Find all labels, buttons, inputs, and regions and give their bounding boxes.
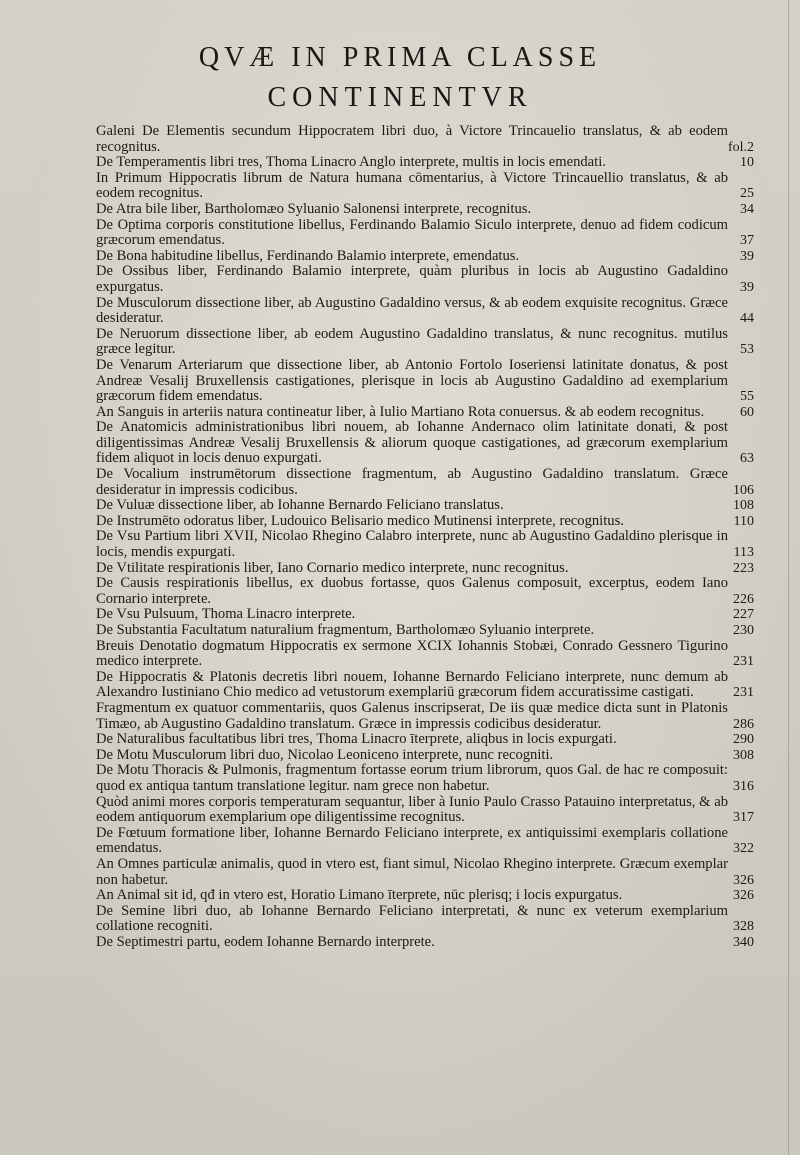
toc-entry-title: De Bona habitudine libellus, Ferdinando Balamio interprete, emendatus. <box>96 247 520 264</box>
toc-entry-page: 60 <box>740 404 754 420</box>
toc-entry <box>96 670 756 701</box>
toc-entry-title: De Vuluæ dissectione liber, ab Iohanne Bernardo Feliciano translatus. <box>96 497 504 514</box>
toc-entry <box>96 904 756 935</box>
toc-entry-page: 108 <box>733 498 754 514</box>
toc-entry <box>96 296 756 327</box>
toc-entry-title: Galeni De Elementis secundum Hippocratem libri duo, à Victore Trincauelio translatus, & ab eodem recognitus. <box>96 123 728 155</box>
toc-entry <box>96 358 756 405</box>
toc-entry-title: De Instrumēto odoratus liber, Ludouico Belisario medico Mutinensi interprete, recognitus. <box>96 512 624 529</box>
toc-entry-title: De Temperamentis libri tres, Thoma Linacro Anglo interprete, multis in locis emendati. <box>96 154 606 171</box>
toc-entry-page: 106 <box>733 482 754 498</box>
toc-entry-page: 316 <box>733 778 754 794</box>
toc-entry-title: De Semine libri duo, ab Iohanne Bernardo Feliciano interpretati, & nunc ex veterum exemplarium collatione recogniti. <box>96 902 728 935</box>
toc-entry-page: 317 <box>733 810 754 826</box>
toc-entry <box>96 935 756 951</box>
toc-entry-page: 326 <box>733 888 754 904</box>
toc-entry-page: 53 <box>740 342 754 358</box>
toc-entry-title: De Septimestri partu, eodem Iohanne Bernardo interprete. <box>96 933 435 950</box>
toc-entry-page: 34 <box>740 201 754 217</box>
toc-entry <box>96 405 756 421</box>
toc-entry-page: 231 <box>733 654 754 670</box>
toc-entry-title: De Substantia Facultatum naturalium fragmentum, Bartholomæo Syluanio interprete. <box>96 622 595 638</box>
toc-entry-title: An Omnes particulæ animalis, quod in vtero est, fiant simul, Nicolao Rhegino interprete. Græcum exemplar non habetur. <box>96 855 728 888</box>
toc-entry-page: fol.2 <box>727 139 754 155</box>
toc-entry-page: 113 <box>733 545 754 561</box>
toc-entry <box>96 732 756 748</box>
page-edge-line <box>788 0 789 1155</box>
toc-entry-page: 39 <box>740 248 754 264</box>
toc-entry-page: 63 <box>740 451 754 467</box>
toc-entry-title: De Motu Thoracis & Pulmonis, fragmentum fortasse eorum trium librorum, quos Gal. de hac re composuit: quod ex antiqua tantum translatione legitur. nam grece non habetur. <box>96 762 728 794</box>
toc-entry <box>96 218 756 249</box>
toc-entry <box>96 249 756 265</box>
toc-entry-page: 326 <box>733 872 754 888</box>
toc-entry-title: De Optima corporis constitutione libellus, Ferdinando Balamio Siculo interprete, denuo ad fidem codicum græcorum emendatus. <box>96 216 728 249</box>
toc-entry-title: Fragmentum ex quatuor commentariis, quos Galenus inscripserat, De iis quæ medice dicta sunt in Platonis Timæo, ab Augustino Gadaldino translatum. Græce in impressis codicibus desideratur. <box>96 699 728 732</box>
toc-entry <box>96 748 756 764</box>
toc-entry-page: 25 <box>740 186 754 202</box>
toc-entry-title: Breuis Denotatio dogmatum Hippocratis ex sermone XCIX Iohannis Stobæi, Conrado Gessnero Tigurino medico interprete. <box>96 637 728 670</box>
toc-entry-page: 286 <box>733 716 754 732</box>
toc-entry <box>96 529 756 560</box>
toc-entry-page: 10 <box>740 155 754 171</box>
toc-entry <box>96 795 756 826</box>
toc-entry <box>96 171 756 202</box>
toc-entry-title: An Sanguis in arteriis natura contineatur liber, à Iulio Martiano Rota conuersus. & ab eodem recognitus. <box>96 403 705 420</box>
toc-entry-title: In Primum Hippocratis librum de Natura humana cōmentarius, à Victore Trincauellio translatus, & ab eodem recognitus. <box>96 169 728 202</box>
toc-entry-title: De Atra bile liber, Bartholomæo Syluanio Salonensi interprete, recognitus. <box>96 200 532 217</box>
toc-entry <box>96 420 756 467</box>
toc-entry <box>96 514 756 530</box>
toc-entry-title: De Causis respirationis libellus, ex duobus fortasse, quos Galenus composuit, excerptus, eodem Iano Cornario interprete. <box>96 575 728 607</box>
toc-entry <box>96 607 756 623</box>
toc-entry-page: 37 <box>740 233 754 249</box>
toc-entry-title: De Venarum Arteriarum que dissectione liber, ab Antonio Fortolo Ioseriensi latinitate donatus, & post Andreæ Vesalij Bruxellensis castigationes, plerisque in locis ab Augustino Gadaldino ad exemplarium græcorum fidem emendatus. <box>96 356 728 405</box>
toc-entry-page: 322 <box>733 841 754 857</box>
toc-entry-title: De Musculorum dissectione liber, ab Augustino Gadaldino versus, & ab eodem exquisite recognitus. Græce desideratur. <box>96 294 728 327</box>
toc-entry <box>96 124 756 155</box>
toc-entry <box>96 639 756 670</box>
table-of-contents <box>96 124 756 950</box>
toc-entry-page: 55 <box>740 389 754 405</box>
toc-entry-title: De Ossibus liber, Ferdinando Balamio interprete, quàm pluribus in locis ab Augustino Gadaldino expurgatus. <box>96 263 728 295</box>
toc-entry <box>96 327 756 358</box>
toc-entry-title: De Naturalibus facultatibus libri tres, Thoma Linacro īterprete, aliqbus in locis expurgati. <box>96 731 617 748</box>
toc-entry-title: De Fœtuum formatione liber, Iohanne Bernardo Feliciano interprete, ex antiquissimi exemplaris collatione emendatus. <box>96 824 728 857</box>
toc-entry <box>96 202 756 218</box>
toc-entry <box>96 561 756 577</box>
toc-entry <box>96 576 756 607</box>
toc-entry <box>96 155 756 171</box>
toc-entry <box>96 763 756 794</box>
heading-line-2: CONTINENTVR <box>267 82 533 113</box>
toc-entry-page: 44 <box>740 311 754 327</box>
toc-entry <box>96 826 756 857</box>
toc-entry-title: De Vocalium instrumētorum dissectione fragmentum, ab Augustino Gadaldino translatum. Græce desideratur in impressis codicibus. <box>96 466 728 498</box>
toc-entry-title: An Animal sit id, qđ in vtero est, Horatio Limano īterprete, nūc plerisq; i locis expurgatus. <box>96 887 623 904</box>
toc-entry <box>96 264 756 295</box>
toc-entry-title: De Neruorum dissectione liber, ab eodem Augustino Gadaldino translatus, & nunc recognitus. mutilus græce legitur. <box>96 325 728 358</box>
toc-entry-page: 39 <box>740 279 754 295</box>
toc-entry-title: De Hippocratis & Platonis decretis libri nouem, Iohanne Bernardo Feliciano interprete, nunc demum ab Alexandro Iustiniano Chio medico ad vetustorum exemplariū græcorum fidem accuratissime castigati. <box>96 668 728 701</box>
toc-entry <box>96 498 756 514</box>
toc-entry-title: De Motu Musculorum libri duo, Nicolao Leoniceno interprete, nunc recogniti. <box>96 746 554 763</box>
toc-entry-page: 223 <box>733 560 754 576</box>
toc-entry-title: De Vsu Pulsuum, Thoma Linacro interprete. <box>96 606 356 623</box>
toc-entry-page: 340 <box>733 934 754 950</box>
heading-line-1: QVÆ IN PRIMA CLASSE <box>198 42 602 73</box>
toc-entry-title: De Anatomicis administrationibus libri nouem, ab Iohanne Andernaco olim latinitate donati, & post diligentissimas Andreæ Vesalij Bruxellensis & aliorum quoque castigationes, ad græcorum exemplarium fidem aliquot in locis denuo expurgati. <box>96 419 728 467</box>
toc-entry-page: 230 <box>733 623 754 638</box>
toc-entry <box>96 467 756 498</box>
toc-entry-title: De Vtilitate respirationis liber, Iano Cornario medico interprete, nunc recognitus. <box>96 559 569 576</box>
toc-entry-page: 328 <box>733 919 754 935</box>
toc-entry-title: De Vsu Partium libri XVII, Nicolao Rhegino Calabro interprete, nunc ab Augustino Gadaldino plerisque in locis, mendis expurgati. <box>96 528 728 561</box>
toc-entry-page: 308 <box>733 747 754 763</box>
toc-entry-title: Quòd animi mores corporis temperaturam sequantur, liber à Iunio Paulo Crasso Patauino interpretatus, & ab eodem antiquorum exemplarium ope diligentissime recognitus. <box>96 793 728 826</box>
toc-entry <box>96 857 756 888</box>
toc-entry-page: 227 <box>733 607 754 623</box>
toc-entry-page: 110 <box>733 513 754 529</box>
toc-entry-page: 290 <box>733 732 754 748</box>
toc-entry <box>96 623 756 639</box>
toc-entry <box>96 701 756 732</box>
toc-entry-page: 226 <box>733 591 754 607</box>
toc-entry <box>96 888 756 904</box>
toc-entry-page: 231 <box>733 685 754 701</box>
